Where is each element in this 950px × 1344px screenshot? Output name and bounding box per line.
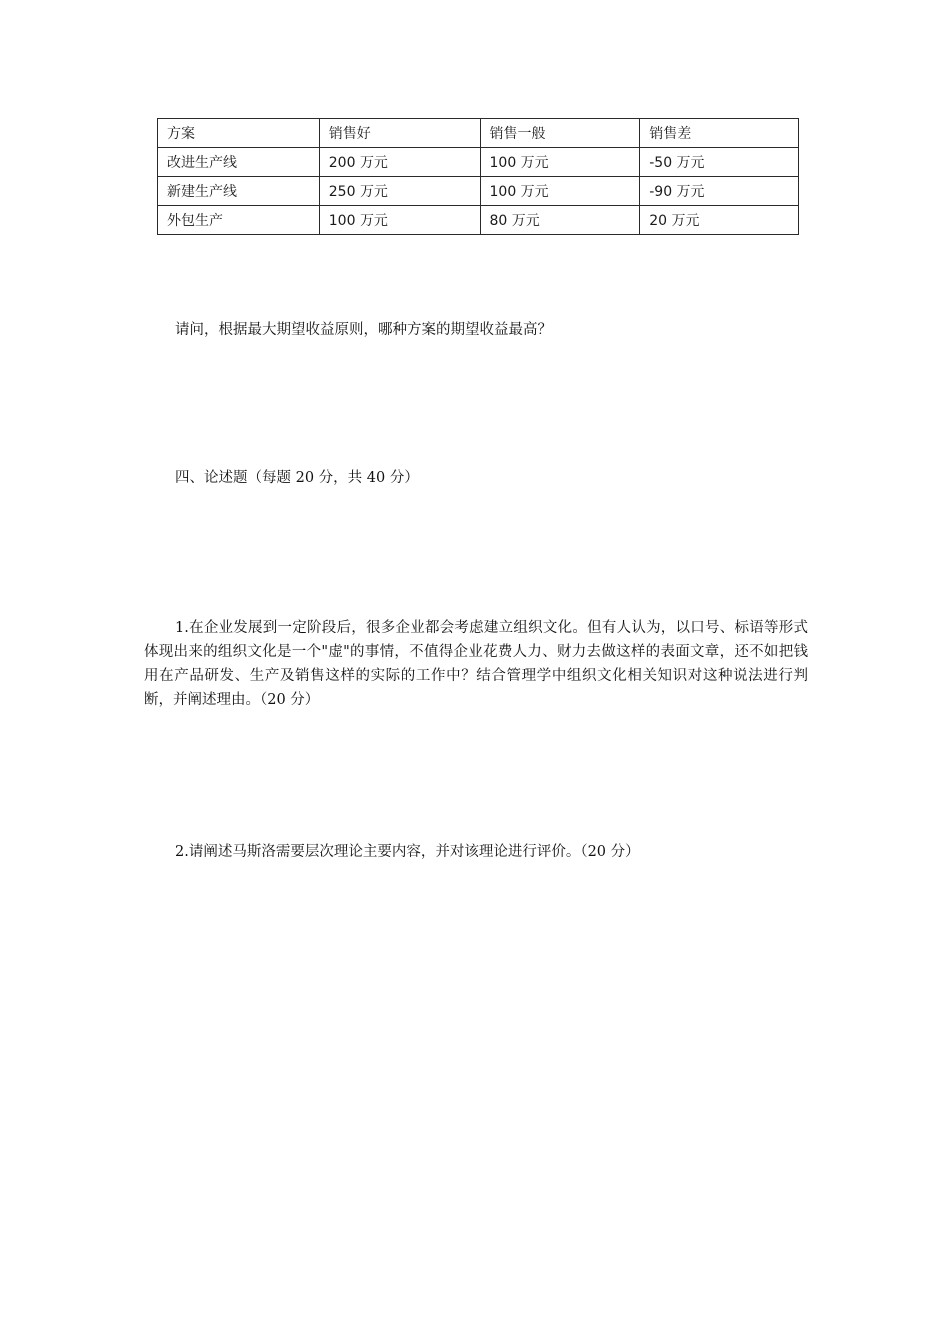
essay-question-1: 1.在企业发展到一定阶段后，很多企业都会考虑建立组织文化。但有人认为，以口号、标语等形式体现出来的组织文化是一个"虚"的事情，不值得企业花费人力、财力去做这样的表面文章，还不如把钱用在产品研发、生产及销售这样的实际的工作中？结合管理学中组织文化相关知识对这种说法进行判断，并阐述理由。（20 分） — [144, 620, 808, 708]
table-row — [158, 206, 799, 235]
decision-table — [157, 118, 799, 235]
table-cell: 200 万元 — [319, 148, 480, 177]
table-row — [158, 148, 799, 177]
table-cell: -90 万元 — [640, 177, 799, 206]
table-header-cell: 销售好 — [319, 119, 480, 148]
table-cell: 100 万元 — [319, 206, 480, 235]
table-cell: 80 万元 — [480, 206, 640, 235]
table-cell: 250 万元 — [319, 177, 480, 206]
table-cell: 新建生产线 — [158, 177, 320, 206]
table-header-row — [158, 119, 799, 148]
table-header-cell: 销售差 — [640, 119, 799, 148]
table-cell: -50 万元 — [640, 148, 799, 177]
table-cell: 100 万元 — [480, 148, 640, 177]
table-cell: 20 万元 — [640, 206, 799, 235]
table-cell: 改进生产线 — [158, 148, 320, 177]
essay-question-2: 2.请阐述马斯洛需要层次理论主要内容，并对该理论进行评价。（20 分） — [175, 844, 640, 860]
table-cell: 100 万元 — [480, 177, 640, 206]
question-text: 请问，根据最大期望收益原则，哪种方案的期望收益最高？ — [175, 322, 552, 338]
table-header-cell: 销售一般 — [480, 119, 640, 148]
table-cell: 外包生产 — [158, 206, 320, 235]
table-row — [158, 177, 799, 206]
section-heading: 四、论述题（每题 20 分，共 40 分） — [175, 470, 419, 486]
table-header-cell: 方案 — [158, 119, 320, 148]
